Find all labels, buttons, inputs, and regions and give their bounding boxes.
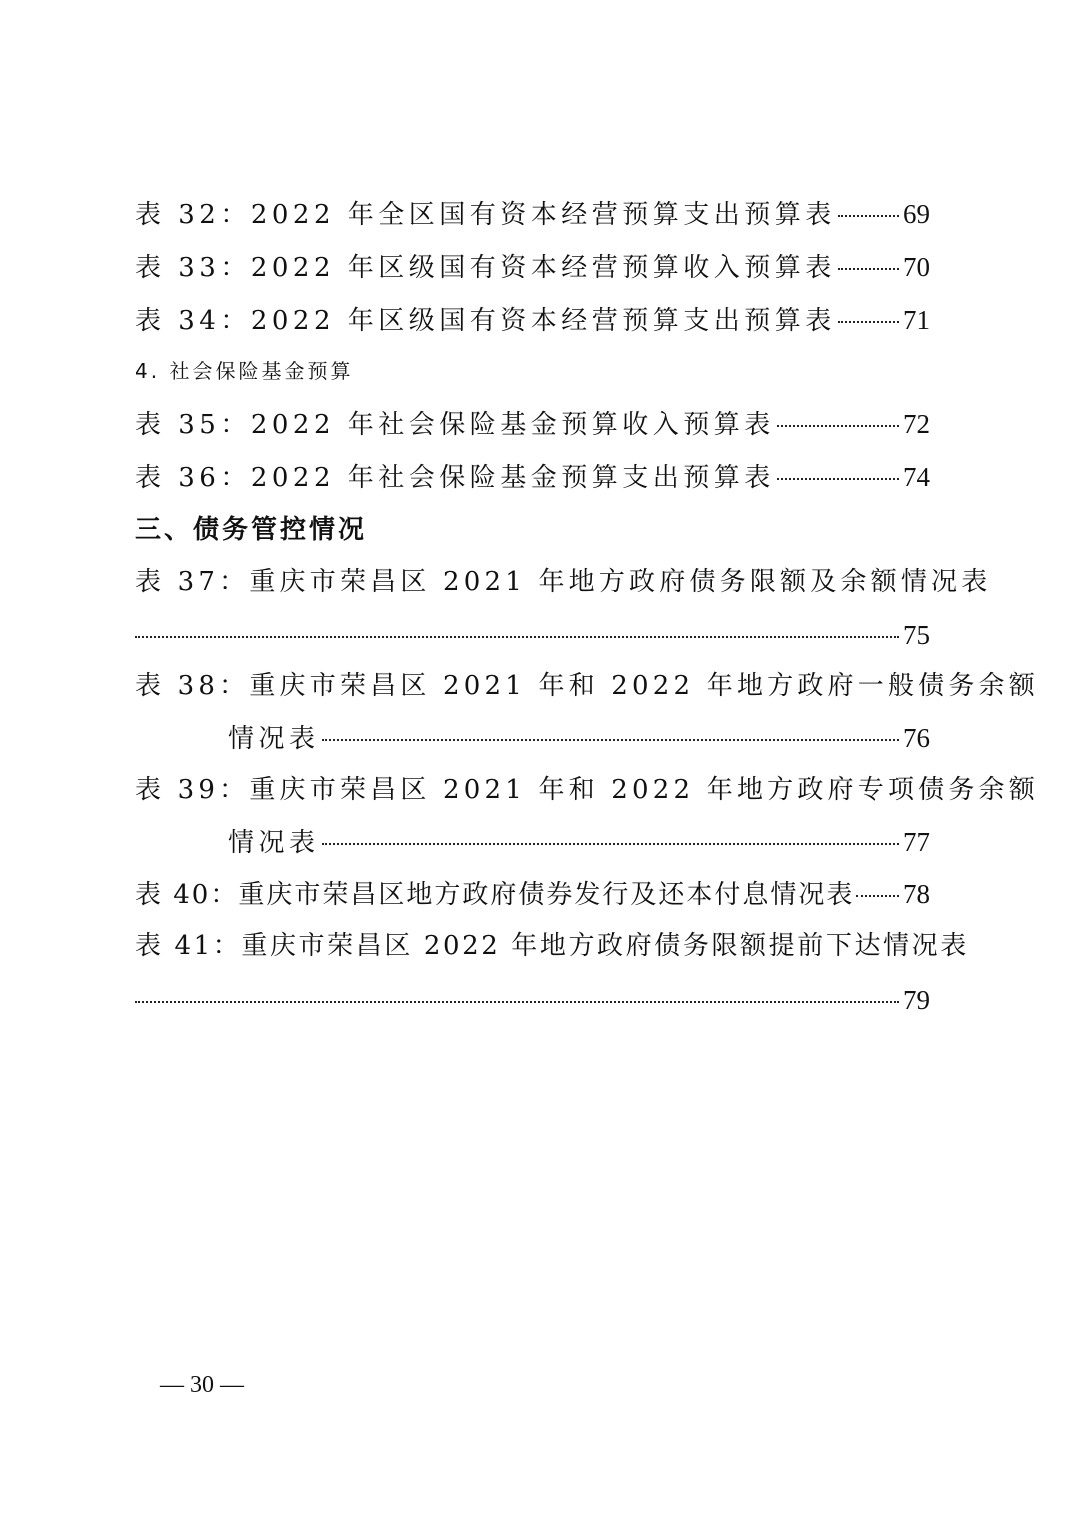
toc-entry-40 <box>135 876 930 912</box>
toc-entry-38-title: 表 38：重庆市荣昌区 2021 年和 2022 年地方政府一般债务余额 <box>135 671 1039 701</box>
toc-entry-34 <box>135 302 930 338</box>
toc-page-number: 72 <box>903 409 930 439</box>
toc-page-number: 78 <box>903 879 930 909</box>
section-heading-debt-control: 三、债务管控情况 <box>135 515 368 545</box>
toc-entry-label: 表 34：2022 年区级国有资本经营预算支出预算表 <box>135 306 836 336</box>
dot-leader <box>777 478 899 480</box>
toc-entry-label: 表 40：重庆市荣昌区地方政府债券发行及还本付息情况表 <box>135 880 855 910</box>
toc-entry-label: 表 36：2022 年社会保险基金预算支出预算表 <box>135 463 775 493</box>
subheading-social-insurance: 4. 社会保险基金预算 <box>135 359 354 383</box>
toc-entry-33 <box>135 249 930 285</box>
toc-page-number: 70 <box>903 252 930 282</box>
dot-leader <box>322 739 899 741</box>
toc-page-number: 75 <box>903 620 930 650</box>
dot-leader <box>838 268 899 270</box>
toc-page-number: 69 <box>903 199 930 229</box>
toc-entry-36 <box>135 459 930 495</box>
footer-page-number: — 30 — <box>160 1372 244 1398</box>
toc-entry-37-leader-line <box>135 617 930 653</box>
dot-leader <box>135 1001 899 1003</box>
toc-page-number: 77 <box>903 827 930 857</box>
toc-page-number: 71 <box>903 305 930 335</box>
toc-entry-35 <box>135 406 930 442</box>
toc-entry-39-title: 表 39：重庆市荣昌区 2021 年和 2022 年地方政府专项债务余额 <box>135 775 1039 805</box>
toc-entry-label: 情况表 <box>228 724 320 754</box>
toc-entry-37-title: 表 37：重庆市荣昌区 2021 年地方政府债务限额及余额情况表 <box>135 567 992 597</box>
toc-entry-label: 表 35：2022 年社会保险基金预算收入预算表 <box>135 410 775 440</box>
toc-page-number: 76 <box>903 723 930 753</box>
toc-entry-38-continuation <box>228 720 930 756</box>
dot-leader <box>135 636 899 638</box>
dot-leader <box>777 425 899 427</box>
toc-entry-41-leader-line <box>135 982 930 1018</box>
toc-entry-39-continuation <box>228 824 930 860</box>
dot-leader <box>856 895 899 897</box>
toc-page-number: 74 <box>903 462 930 492</box>
toc-page-number: 79 <box>903 985 930 1015</box>
dot-leader <box>322 843 899 845</box>
toc-entry-label: 表 33：2022 年区级国有资本经营预算收入预算表 <box>135 253 836 283</box>
dot-leader <box>838 321 899 323</box>
toc-entry-41-title: 表 41：重庆市荣昌区 2022 年地方政府债务限额提前下达情况表 <box>135 931 969 961</box>
toc-entry-32 <box>135 196 930 232</box>
dot-leader <box>838 215 899 217</box>
toc-entry-label: 表 32：2022 年全区国有资本经营预算支出预算表 <box>135 200 836 230</box>
toc-entry-label: 情况表 <box>228 828 320 858</box>
